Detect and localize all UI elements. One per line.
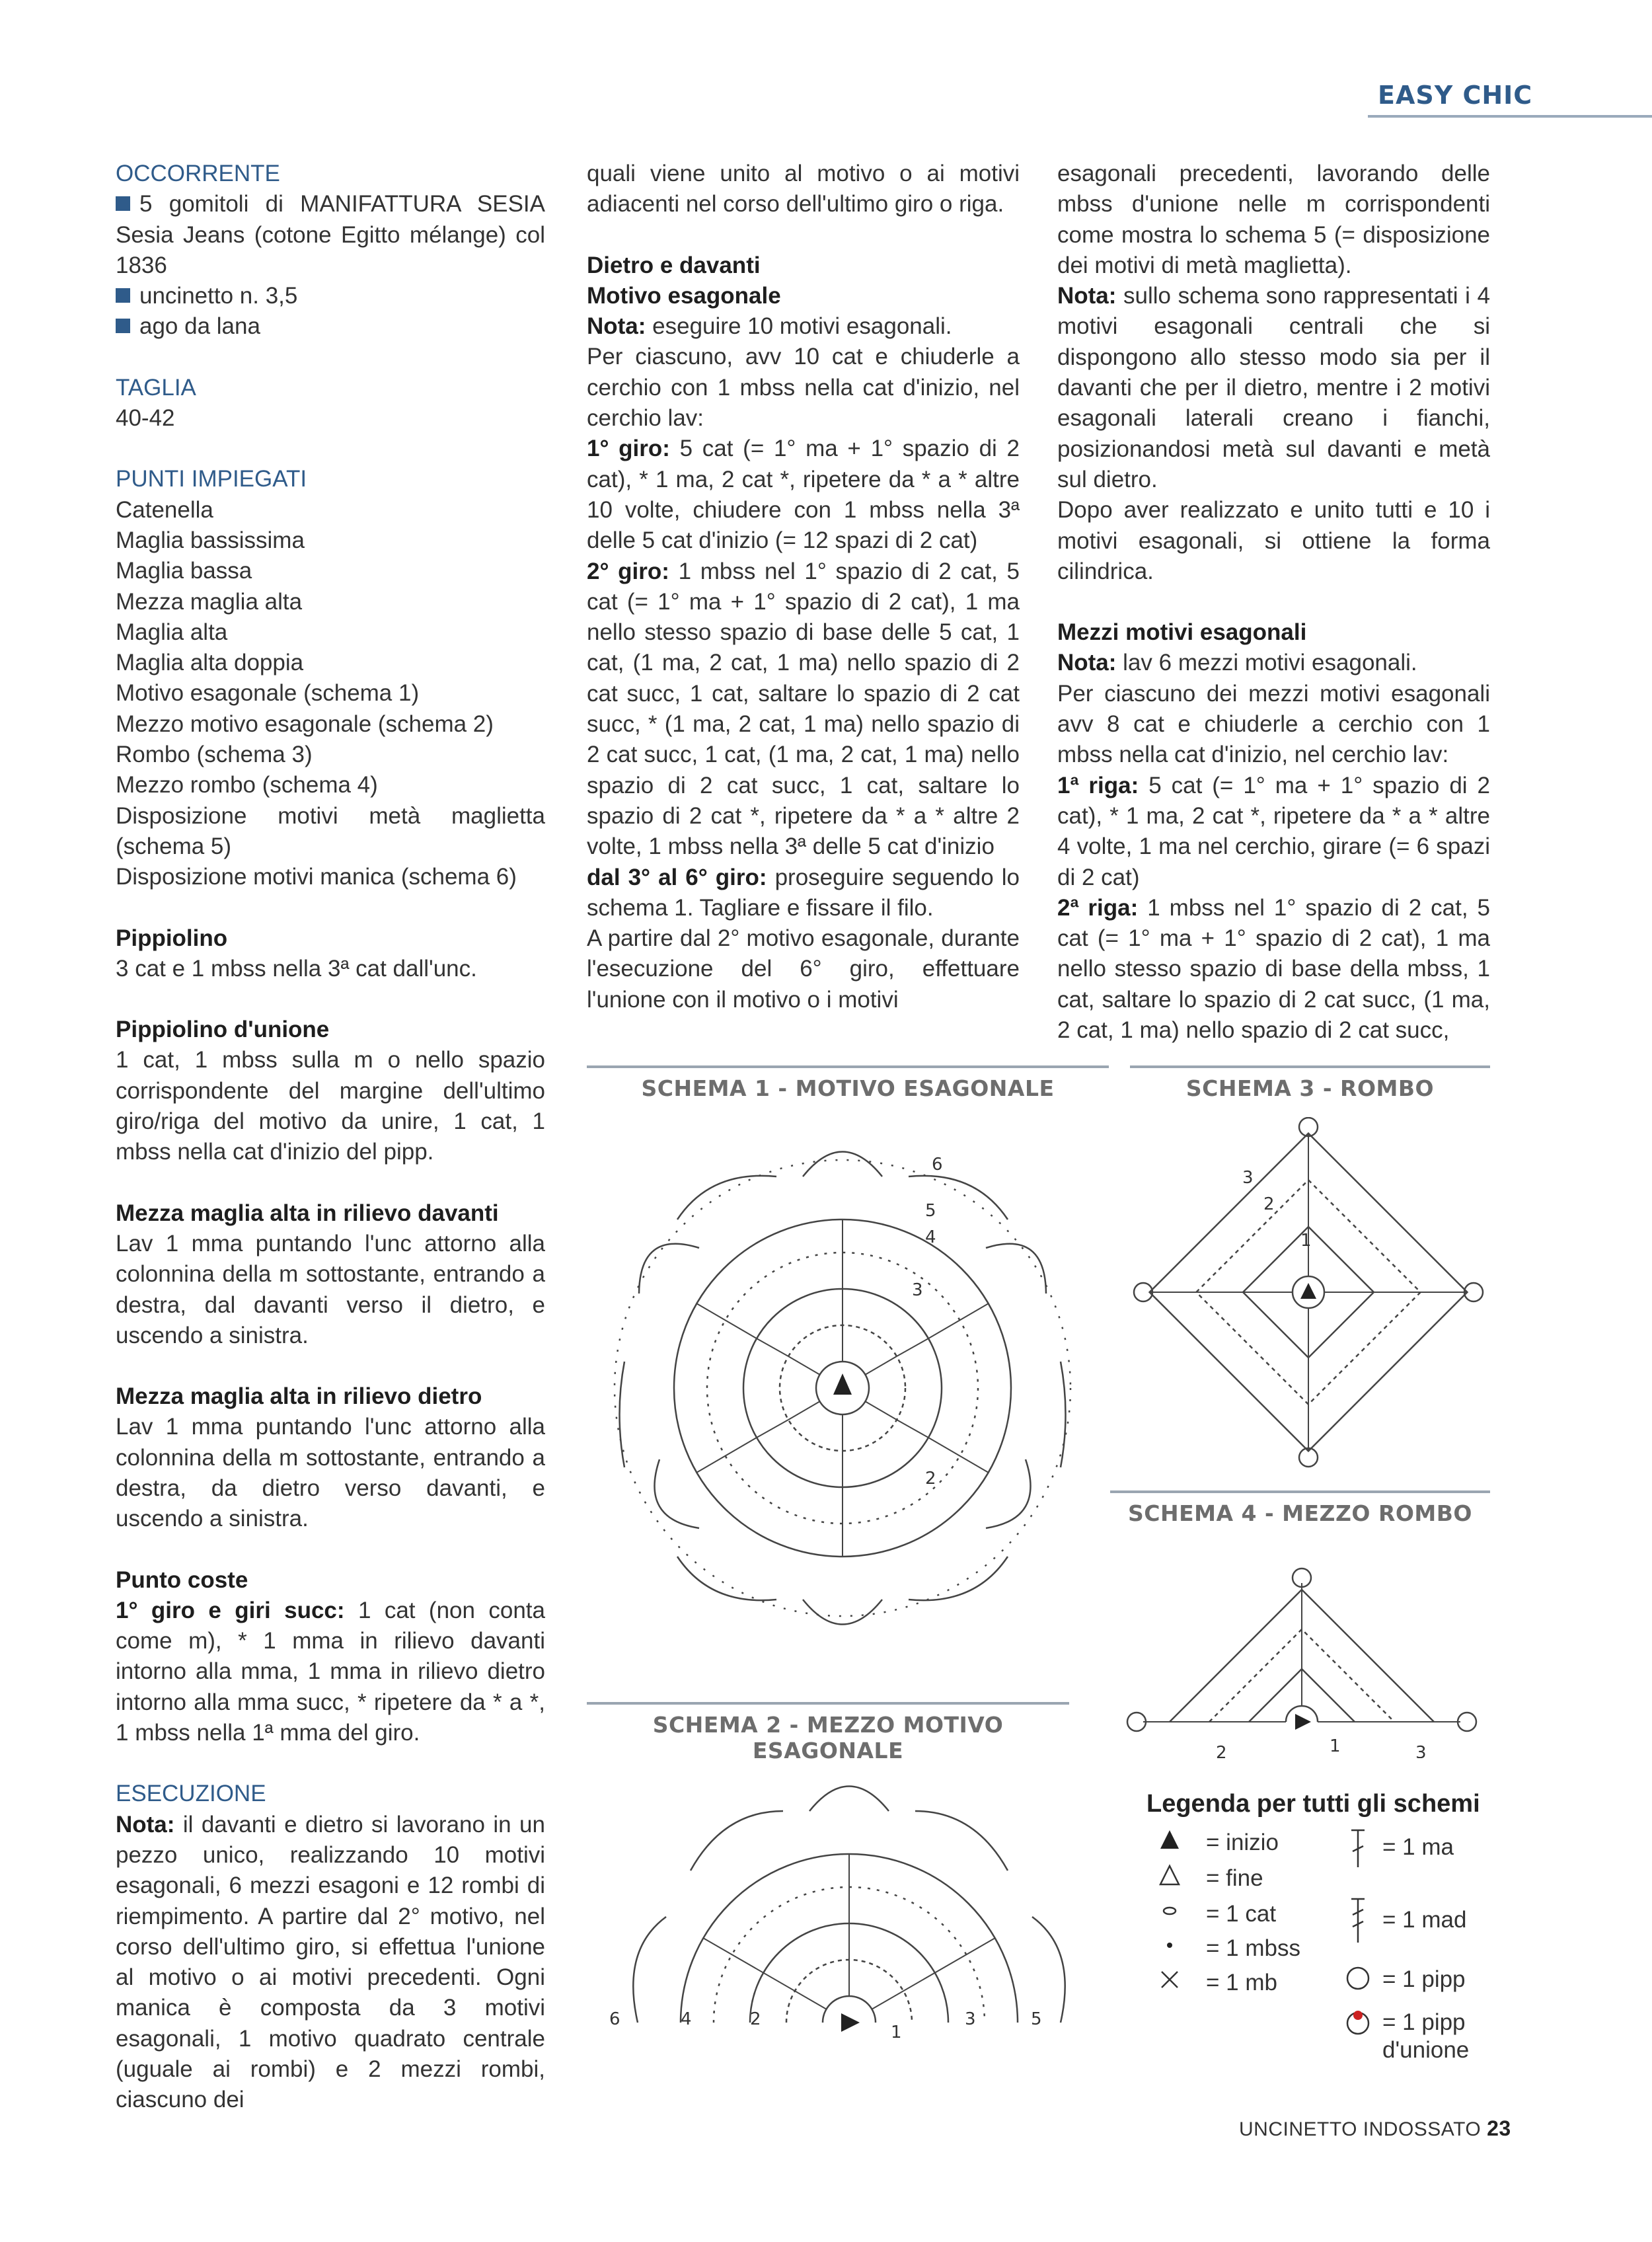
mma-davanti-text: Lav 1 mma puntando l'unc attorno alla colonnina della m sottostante, entrando a destra, dal davanti verso il dietro, e uscendo a sinistra. bbox=[116, 1230, 545, 1348]
column-1 bbox=[116, 159, 545, 2116]
motivo-esagonale-heading: Motivo esagonale bbox=[587, 282, 781, 309]
stitch-item: Disposizione motivi metà maglietta (schema 5) bbox=[116, 802, 545, 859]
legend-mad: = 1 mad bbox=[1382, 1907, 1467, 1933]
schema-4-diagram bbox=[1117, 1533, 1487, 1758]
giro-2-text: 2° giro: 1 mbss nel 1° spazio di 2 cat, 5 cat (= 1° ma + 1° spazio di 2 cat), 1 ma nello stesso spazio di base delle 5 cat, 1 cat, (1 ma, 2 cat, 1 ma) nello spazio di 2 cat succ, 1 cat, saltare lo spazio di 2 cat succ, * (1 ma, 2 cat, 1 ma) nello spazio di 2 cat succ, 1 cat, (1 ma, 2 cat, 1 ma) nello spazio di 2 cat succ, 1 cat, saltare lo spazio di 2 cat *, ripetere da * a * altre 2 volte, 1 mbss nella 3ª delle 5 cat d'inizio bbox=[587, 558, 1020, 860]
legend-title: Legenda per tutti gli schemi bbox=[1146, 1790, 1480, 1818]
svg-text:5: 5 bbox=[1031, 2009, 1042, 2029]
schema-4-rule bbox=[1110, 1490, 1490, 1493]
supply-item: ago da lana bbox=[116, 311, 545, 342]
svg-text:3: 3 bbox=[965, 2009, 976, 2029]
taglia-value: 40-42 bbox=[116, 405, 175, 432]
svg-text:3: 3 bbox=[1242, 1168, 1254, 1188]
svg-text:4: 4 bbox=[925, 1227, 936, 1247]
esecuzione-text: Nota: il davanti e dietro si lavorano in un pezzo unico, realizzando 10 motivi esagonali, 6 mezzi esagoni e 12 rombi di riempimento. A partire dal 2° motivo, nel corso dell'ultimo giro, si effettua l'unione al motivo o ai motivi precedenti. Ogni manica è composta da 3 motivi esagonali, 1 motivo quadrato centrale (uguale ai rombi) e 2 mezzi rombi, ciascuno dei bbox=[116, 1811, 545, 2113]
svg-text:3: 3 bbox=[912, 1280, 923, 1300]
joining-dot-icon bbox=[1353, 2011, 1363, 2020]
mezzi-motivi-heading: Mezzi motivi esagonali bbox=[1057, 619, 1307, 646]
supply-item: 5 gomitoli di MANIFATTURA SESIA Sesia Jeans (cotone Egitto mélange) col 1836 bbox=[116, 191, 545, 278]
nota-text: Nota: sullo schema sono rappresentati i 4 motivi esagonali centrali che si dispongono allo stesso modo sia per il davanti che per il dietro, mentre i 2 motivi esagonali laterali creano i fianchi, posizionandosi metà sul davanti e metà sul dietro. bbox=[1057, 283, 1490, 492]
stitch-item: Mezzo motivo esagonale (schema 2) bbox=[116, 711, 494, 737]
schema-1-diagram bbox=[582, 1124, 1110, 1672]
page-number: 23 bbox=[1487, 2116, 1511, 2140]
svg-text:4: 4 bbox=[681, 2009, 692, 2029]
chain-oval-icon bbox=[1164, 1908, 1176, 1914]
legend-pipp: = 1 pipp bbox=[1382, 1966, 1466, 1992]
unione-text: A partire dal 2° motivo esagonale, durante l'esecuzione del 6° giro, effettuare l'unione con il motivo o i motivi bbox=[587, 925, 1020, 1013]
stitch-item: Maglia alta bbox=[116, 619, 228, 645]
intro-text: Per ciascuno, avv 10 cat e chiuderle a cerchio con 1 mbss nella cat d'inizio, nel cerchio lav: bbox=[587, 344, 1020, 432]
stitch-item: Rombo (schema 3) bbox=[116, 742, 313, 768]
single-crochet-x-icon bbox=[1162, 1972, 1178, 1988]
svg-text:2: 2 bbox=[1216, 1743, 1227, 1758]
stitch-item: Motivo esagonale (schema 1) bbox=[116, 680, 420, 707]
legend-inizio: = inizio bbox=[1206, 1830, 1279, 1855]
stitch-item: Catenella bbox=[116, 496, 213, 523]
schema-2-diagram bbox=[582, 1755, 1110, 2046]
mma-davanti-heading: Mezza maglia alta in rilievo davanti bbox=[116, 1200, 499, 1226]
svg-text:2: 2 bbox=[750, 2009, 761, 2029]
magazine-name: UNCINETTO INDOSSATO bbox=[1239, 2118, 1482, 2140]
square-bullet-icon bbox=[116, 196, 130, 211]
column-2 bbox=[587, 159, 1020, 1015]
stitch-item: Mezza maglia alta bbox=[116, 588, 303, 615]
legend-ma: = 1 ma bbox=[1382, 1834, 1454, 1860]
header-rule bbox=[1368, 115, 1652, 118]
svg-text:1: 1 bbox=[891, 2023, 902, 2042]
schema-2-title: SCHEMA 2 - MEZZO MOTIVO ESAGONALE bbox=[652, 1712, 1004, 1763]
stitch-item: Maglia bassissima bbox=[116, 527, 305, 553]
legend-mb: = 1 mb bbox=[1206, 1970, 1277, 1995]
page-footer bbox=[1239, 2116, 1511, 2141]
stitch-item: Maglia alta doppia bbox=[116, 650, 304, 676]
continued-text: esagonali precedenti, lavorando delle mbss d'unione nelle m corrispondenti come mostra lo schema 5 (= disposizione dei motivi di metà maglietta). bbox=[1057, 161, 1490, 278]
riga-2-text: 2ª riga: 1 mbss nel 1° spazio di 2 cat, 5 cat (= 1° ma + 1° spazio di 2 cat), 1 ma nello stesso spazio di base della mbss, 1 cat, saltare lo spazio di 2 cat succ, (1 ma, 2 cat, 1 ma) nello spazio di 2 cat succ, bbox=[1057, 894, 1491, 1044]
stitch-item: Maglia bassa bbox=[116, 558, 252, 584]
svg-text:2: 2 bbox=[925, 1469, 936, 1488]
punto-coste-heading: Punto coste bbox=[116, 1566, 248, 1593]
svg-text:3: 3 bbox=[1415, 1743, 1427, 1758]
nota-text: Nota: lav 6 mezzi motivi esagonali. bbox=[1057, 650, 1417, 676]
occorrente-heading: OCCORRENTE bbox=[116, 161, 280, 186]
pippiolino-heading: Pippiolino bbox=[116, 925, 228, 951]
slip-stitch-dot-icon bbox=[1167, 1943, 1172, 1948]
schema-3-diagram bbox=[1123, 1117, 1493, 1474]
column-3 bbox=[1057, 159, 1490, 1046]
schema-4-title: SCHEMA 4 - MEZZO ROMBO bbox=[1128, 1500, 1472, 1526]
schema-1-rule bbox=[587, 1065, 1109, 1068]
treble-crochet-icon bbox=[1351, 1899, 1365, 1943]
square-bullet-icon bbox=[116, 288, 130, 303]
svg-text:2: 2 bbox=[1263, 1194, 1275, 1214]
legend-mbss: = 1 mbss bbox=[1206, 1935, 1300, 1961]
dopo-text: Dopo aver realizzato e unito tutti e 10 i motivi esagonali, si ottiene la forma cilindrica. bbox=[1057, 497, 1490, 584]
nota-text: Nota: eseguire 10 motivi esagonali. bbox=[587, 313, 952, 340]
svg-text:1: 1 bbox=[1330, 1736, 1341, 1756]
giro-3-6-text: dal 3° al 6° giro: proseguire seguendo lo schema 1. Tagliare e fissare il filo. bbox=[587, 864, 1020, 921]
schema-3-rule bbox=[1130, 1065, 1490, 1068]
svg-text:6: 6 bbox=[609, 2009, 620, 2029]
double-crochet-icon bbox=[1351, 1830, 1365, 1867]
pippiolino-unione-heading: Pippiolino d'unione bbox=[116, 1017, 330, 1043]
square-bullet-icon bbox=[116, 319, 130, 333]
legend-pipp-unione-2: d'unione bbox=[1382, 2037, 1470, 2063]
legend-pipp-unione: = 1 pipp bbox=[1382, 2009, 1466, 2035]
dietro-davanti-heading: Dietro e davanti bbox=[587, 252, 761, 278]
picot-icon bbox=[1347, 1968, 1369, 1989]
stitch-item: Mezzo rombo (schema 4) bbox=[116, 772, 378, 798]
pippiolino-unione-text: 1 cat, 1 mbss sulla m o nello spazio corrispondente del margine dell'ultimo giro/riga del motivo da unire, 1 cat, 1 mbss nella cat d'inizio del pipp. bbox=[116, 1047, 545, 1165]
legend-fine: = fine bbox=[1206, 1865, 1263, 1891]
punto-coste-text: 1° giro e giri succ: 1 cat (non conta come m), * 1 mma in rilievo davanti intorno alla mma, 1 mma in rilievo dietro intorno alla mma succ, * ripetere da * a *, 1 mbss nella 1ª mma del giro. bbox=[116, 1597, 545, 1746]
intro-text: Per ciascuno dei mezzi motivi esagonali avv 8 cat e chiuderle a cerchio con 1 mbss nella cat d'inizio, nel cerchio lav: bbox=[1057, 680, 1490, 768]
mma-dietro-text: Lav 1 mma puntando l'unc attorno alla colonnina della m sottostante, entrando a destra, da dietro verso davanti, e uscendo a sinistra. bbox=[116, 1414, 545, 1532]
pippiolino-text: 3 cat e 1 mbss nella 3ª cat dall'unc. bbox=[116, 955, 477, 982]
legend-symbols-left bbox=[1150, 1828, 1189, 2026]
riga-1-text: 1ª riga: 5 cat (= 1° ma + 1° spazio di 2 cat), * 1 ma, 2 cat *, ripetere da * a * altre 4 volte, 1 ma nel cerchio, girare (= 6 spazi di 2 cat) bbox=[1057, 772, 1490, 890]
start-triangle-icon bbox=[1160, 1830, 1179, 1849]
supply-item: uncinetto n. 3,5 bbox=[116, 281, 545, 311]
svg-text:1: 1 bbox=[1300, 1231, 1312, 1251]
mma-dietro-heading: Mezza maglia alta in rilievo dietro bbox=[116, 1383, 482, 1410]
taglia-heading: TAGLIA bbox=[116, 374, 196, 401]
schema-3-title: SCHEMA 3 - ROMBO bbox=[1185, 1075, 1435, 1101]
section-label: EASY CHIC bbox=[1378, 81, 1533, 110]
continued-text: quali viene unito al motivo o ai motivi adiacenti nel corso dell'ultimo giro o riga. bbox=[587, 161, 1020, 217]
legend-cat: = 1 cat bbox=[1206, 1901, 1277, 1927]
punti-heading: PUNTI IMPIEGATI bbox=[116, 466, 307, 492]
schema-2-rule bbox=[587, 1702, 1069, 1705]
svg-text:5: 5 bbox=[925, 1201, 936, 1221]
esecuzione-heading: ESECUZIONE bbox=[116, 1781, 266, 1807]
legend-symbols-right bbox=[1338, 1828, 1378, 2046]
giro-1-text: 1° giro: 5 cat (= 1° ma + 1° spazio di 2 cat), * 1 ma, 2 cat *, ripetere da * a * altre 10 volte, chiudere con 1 mbss nella 3ª delle 5 cat d'inizio (= 12 spazi di 2 cat) bbox=[587, 436, 1020, 554]
svg-text:6: 6 bbox=[932, 1155, 943, 1175]
stitch-item: Disposizione motivi manica (schema 6) bbox=[116, 864, 517, 890]
schema-1-title: SCHEMA 1 - MOTIVO ESAGONALE bbox=[641, 1075, 1055, 1101]
end-triangle-icon bbox=[1160, 1866, 1179, 1884]
